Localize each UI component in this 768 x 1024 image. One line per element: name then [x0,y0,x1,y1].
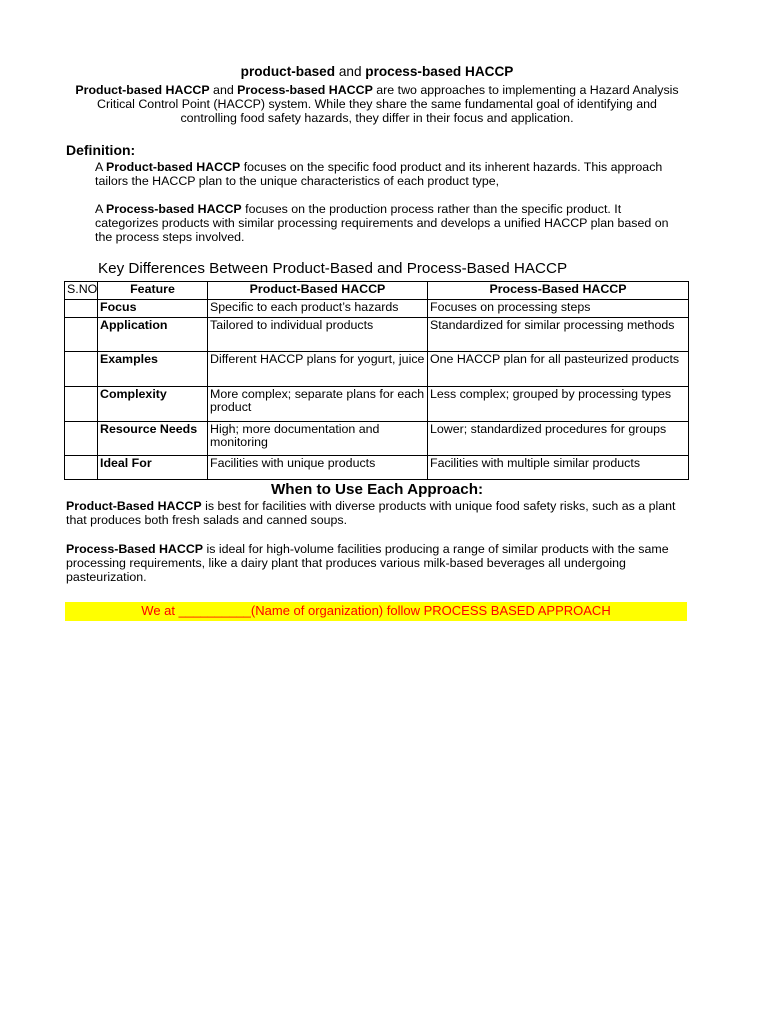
table-row [65,352,689,387]
when-process-bold: Process-Based HACCP [66,542,204,556]
differences-table [64,281,689,480]
cell-process: Focuses on processing steps [428,300,689,318]
when-product-rest: is best for facilities with diverse products with unique food safety risks, such as a plant that produces both fresh salads and canned soups. [66,499,676,527]
cell-sno [65,456,98,480]
intro-bold-2: Process-based HACCP [237,83,373,97]
intro-text-1: and [209,83,238,97]
cell-product: High; more documentation and monitoring [208,422,428,456]
cell-product: Specific to each product’s hazards [208,300,428,318]
cell-sno [65,318,98,352]
page-title [0,64,754,79]
table-row [65,456,689,480]
cell-process: Standardized for similar processing methods [428,318,689,352]
table-row [65,422,689,456]
cell-sno [65,387,98,422]
cell-feature: Complexity [98,387,208,422]
cell-sno [65,352,98,387]
definition-product-paragraph [95,160,687,188]
header-feature: Feature [98,282,208,300]
def-process-bold: Process-based HACCP [106,202,242,216]
intro-paragraph [70,83,684,125]
def-product-bold: Product-based HACCP [106,160,241,174]
table-header-row [65,282,689,300]
cell-feature: Ideal For [98,456,208,480]
when-process-paragraph [66,542,686,584]
title-product-based: product-based [240,64,336,79]
cell-process: Less complex; grouped by processing types [428,387,689,422]
title-process-based: process-based HACCP [365,64,514,79]
cell-process: One HACCP plan for all pasteurized products [428,352,689,387]
title-and: and [335,64,366,79]
def-process-rest: focuses on the production process rather than the specific product. It categorizes products with similar processing requirements and develops a unified HACCP plan based on the process steps involved. [95,202,669,244]
organization-statement-banner: We at __________(Name of organization) follow PROCESS BASED APPROACH [65,602,687,621]
header-product-based: Product-Based HACCP [208,282,428,300]
intro-text-2: are two approaches to implementing a Hazard Analysis Critical Control Point (HACCP) system. While they share the same fundamental goal of identifying and controlling food safety hazards, they differ in their focus and application. [97,83,679,125]
table-row [65,318,689,352]
cell-product: Facilities with unique products [208,456,428,480]
def-product-rest: focuses on the specific food product and its inherent hazards. This approach tailors the HACCP plan to the unique characteristics of each product type, [95,160,663,188]
cell-sno [65,422,98,456]
intro-bold-1: Product-based HACCP [75,83,210,97]
table-row [65,300,689,318]
definition-heading: Definition: [66,142,136,158]
header-process-based: Process-Based HACCP [428,282,689,300]
cell-product: Different HACCP plans for yogurt, juice [208,352,428,387]
cell-feature: Examples [98,352,208,387]
header-sno: S.NO [65,282,98,300]
def-product-pre: A [95,160,107,174]
cell-feature: Application [98,318,208,352]
cell-product: More complex; separate plans for each product [208,387,428,422]
cell-sno [65,300,98,318]
cell-process: Lower; standardized procedures for groups [428,422,689,456]
cell-feature: Focus [98,300,208,318]
table-row [65,387,689,422]
cell-feature: Resource Needs [98,422,208,456]
when-heading: When to Use Each Approach: [270,481,484,498]
def-process-pre: A [95,202,107,216]
when-process-rest: is ideal for high-volume facilities producing a range of similar products with the same processing requirements, like a dairy plant that produces various milk-based beverages all undergoing pasteurization. [66,542,669,584]
when-product-bold: Product-Based HACCP [66,499,202,513]
cell-process: Facilities with multiple similar products [428,456,689,480]
cell-product: Tailored to individual products [208,318,428,352]
table-title: Key Differences Between Product-Based and Process-Based HACCP [98,260,568,277]
definition-process-paragraph [95,202,687,244]
when-product-paragraph [66,499,686,527]
